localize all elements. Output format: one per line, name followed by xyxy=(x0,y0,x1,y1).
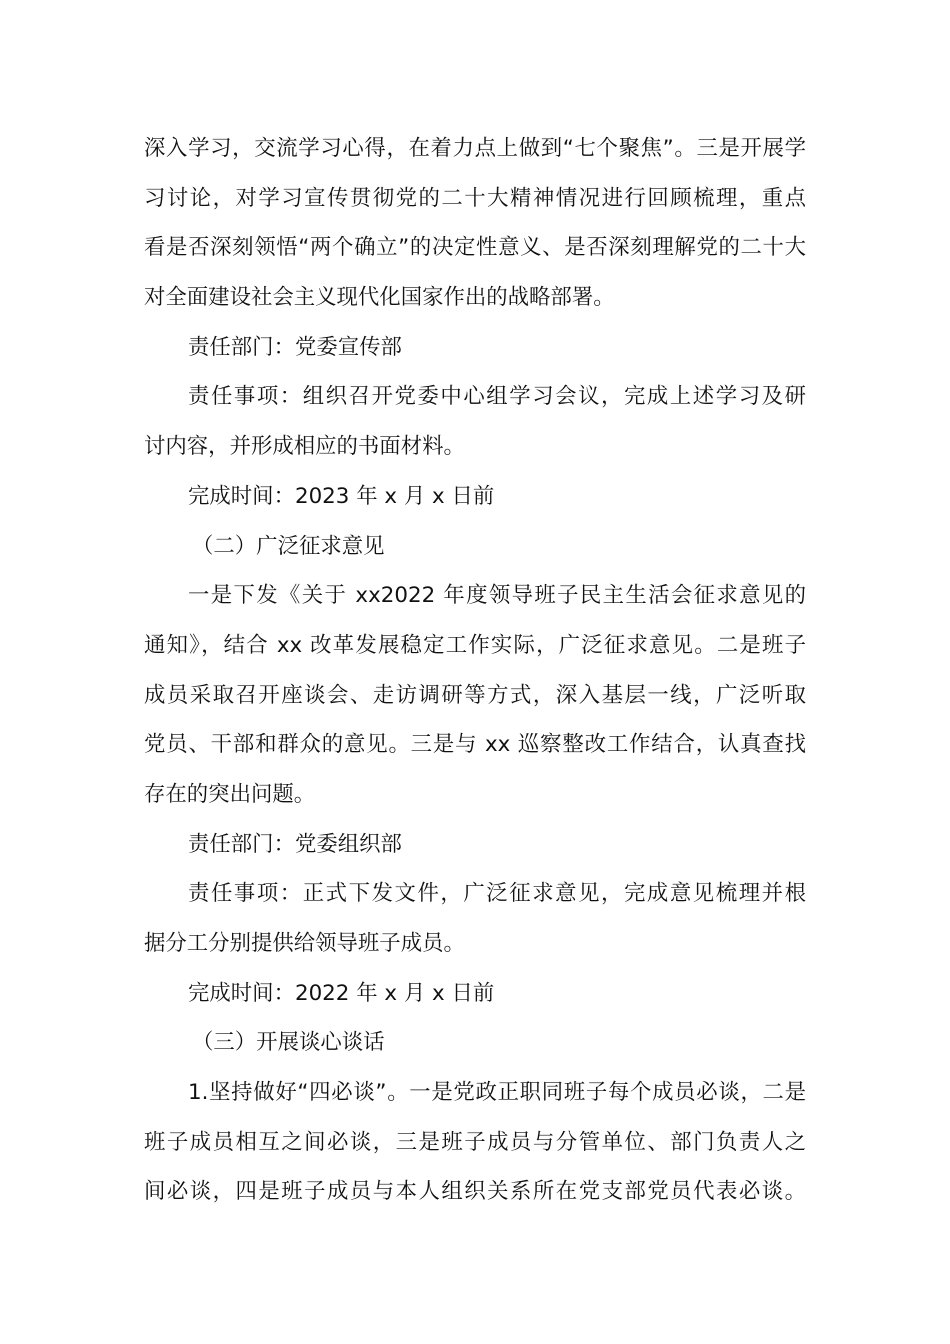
responsible-item-line: 责任事项：正式下发文件，广泛征求意见，完成意见梳理并根 xyxy=(188,881,806,907)
responsible-department-label: 责任部门：党委宣传部 xyxy=(188,334,402,360)
text-line: 深入学习，交流学习心得，在着力点上做到“七个聚焦”。三是开展学 xyxy=(144,136,806,161)
completion-time-label: 完成时间：2023 年 x 月 x 日前 xyxy=(188,483,495,509)
text-line: 党员、干部和群众的意见。三是与 xx 巡察整改工作结合，认真查找 xyxy=(144,732,806,758)
text-line: 看是否深刻领悟“两个确立”的决定性意义、是否深刻理解党的二十大 xyxy=(144,235,806,261)
text-line: 1.坚持做好“四必谈”。一是党政正职同班子每个成员必谈，二是 xyxy=(188,1080,806,1106)
completion-time-label: 完成时间：2022 年 x 月 x 日前 xyxy=(188,980,495,1006)
text-line: 通知》，结合 xx 改革发展稳定工作实际，广泛征求意见。二是班子 xyxy=(144,632,806,658)
section-heading: （三）开展谈心谈话 xyxy=(192,1030,385,1056)
text-line: 习讨论，对学习宣传贯彻党的二十大精神情况进行回顾梳理，重点 xyxy=(144,185,806,211)
text-line: 讨内容，并形成相应的书面材料。 xyxy=(144,434,465,460)
responsible-item-line: 责任事项：组织召开党委中心组学习会议，完成上述学习及研 xyxy=(188,384,806,410)
text-line: 班子成员相互之间必谈，三是班子成员与分管单位、部门负责人之 xyxy=(144,1129,806,1155)
responsible-department-label: 责任部门：党委组织部 xyxy=(188,831,402,857)
text-line: 间必谈，四是班子成员与本人组织关系所在党支部党员代表必谈。 xyxy=(144,1179,806,1205)
section-heading: （二）广泛征求意见 xyxy=(192,533,385,559)
text-line: 存在的突出问题。 xyxy=(144,781,316,807)
text-line: 成员采取召开座谈会、走访调研等方式，深入基层一线，广泛听取 xyxy=(144,682,806,708)
text-line: 对全面建设社会主义现代化国家作出的战略部署。 xyxy=(144,285,615,311)
document-body xyxy=(144,124,806,1217)
text-line: 一是下发《关于 xx2022 年度领导班子民主生活会征求意见的 xyxy=(188,583,806,609)
text-line: 据分工分别提供给领导班子成员。 xyxy=(144,931,465,956)
